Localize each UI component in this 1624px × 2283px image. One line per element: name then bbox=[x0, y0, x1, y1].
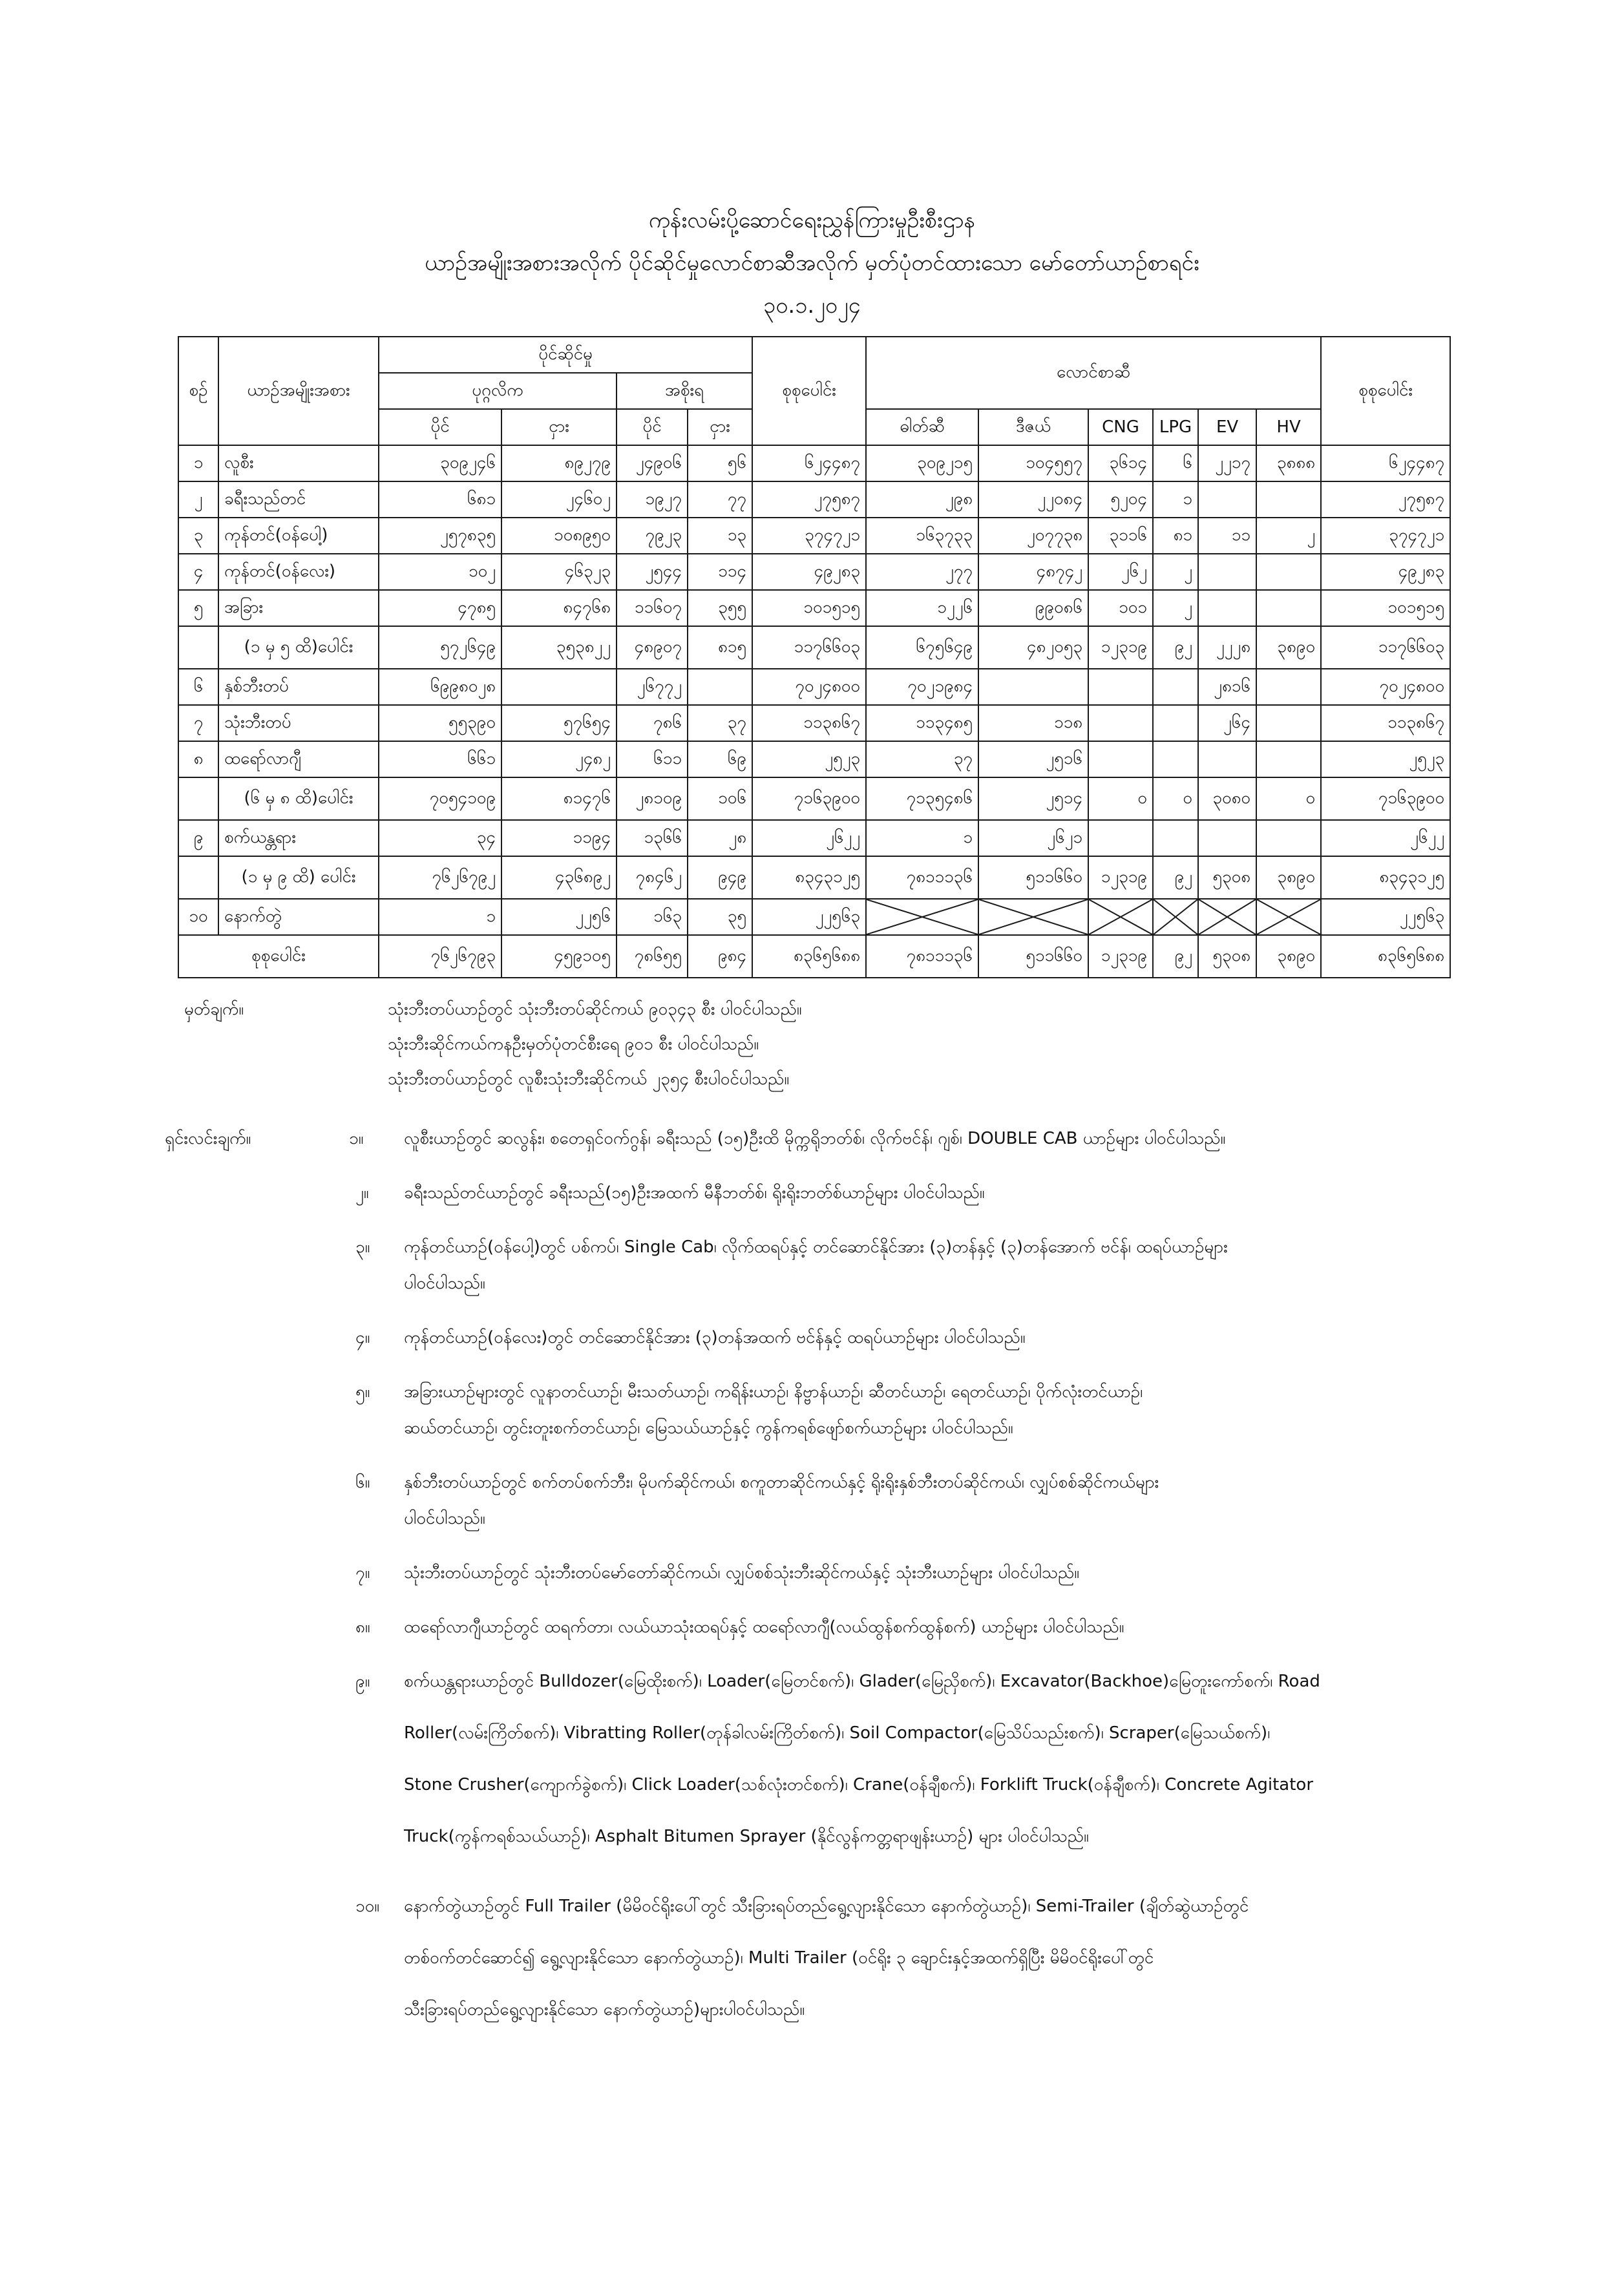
col-govt-count: ငှား bbox=[688, 409, 752, 445]
table-cell bbox=[1256, 590, 1321, 626]
col-govt: အစိုးရ bbox=[617, 373, 752, 409]
table-cell: ၂၉၈ bbox=[866, 481, 978, 518]
col-lpg: LPG bbox=[1153, 409, 1198, 445]
table-cell bbox=[1256, 669, 1321, 705]
table-cell: ၄၃၆၈၉၂ bbox=[501, 856, 617, 899]
table-cell: ၈၁၅ bbox=[688, 626, 752, 669]
col-govt-owned: ပိုင် bbox=[617, 409, 688, 445]
table-cell: ၇၁၆၃၉၀၀ bbox=[752, 777, 866, 820]
table-row bbox=[178, 856, 1450, 899]
table-cell: ၃၅၅ bbox=[688, 590, 752, 626]
table-cell: ၄၈၉၀၇ bbox=[617, 626, 688, 669]
table-cell: ၁ bbox=[1153, 481, 1198, 518]
col-private-count: ငှား bbox=[501, 409, 617, 445]
table-cell: ၃၇၄၇၂၁ bbox=[1321, 518, 1450, 554]
explanation-line: ကုန်တင်ယာဉ်(ဝန်ပေါ့)တွင် ပစ်ကပ်၊ Single Cab၊ လိုက်ထရပ်နှင့် တင်ဆောင်နိုင်အား (၃)တန်နှင့် (၃)တန်အောက် ဗင်န်၊ ထရပ်ယာဉ်များ bbox=[404, 1237, 1228, 1257]
table-cell: ၇၀၂၄၈၀၀ bbox=[752, 669, 866, 705]
table-cell bbox=[1088, 669, 1153, 705]
crossed-cell bbox=[978, 899, 1088, 935]
row-type: နှစ်ဘီးတပ် bbox=[218, 669, 379, 705]
row-sr: ၈ bbox=[178, 741, 218, 777]
table-cell: ၃၀၉၂၄၆ bbox=[379, 445, 501, 481]
table-row bbox=[178, 741, 1450, 777]
row-type: ကုန်တင်(ဝန်လေး) bbox=[218, 554, 379, 590]
table-cell: ၅၂၀၄ bbox=[1088, 481, 1153, 518]
table-row bbox=[178, 899, 1450, 935]
table-row bbox=[178, 777, 1450, 820]
table-cell: ၁၁၃၈၆၇ bbox=[752, 705, 866, 741]
explanation-number: ၇။ bbox=[355, 1563, 370, 1583]
table-cell: ၇၀၂၄၈၀၀ bbox=[1321, 669, 1450, 705]
table-cell: ၆၇၅၆၄၉ bbox=[866, 626, 978, 669]
crossed-cell bbox=[866, 899, 978, 935]
table-cell: ၉၈၄ bbox=[688, 935, 752, 978]
row-type: လူစီး bbox=[218, 445, 379, 481]
table-cell: ၂၆၇၇၂ bbox=[617, 669, 688, 705]
explanation-line: Stone Crusher(ကျောက်ခွဲစက်)၊ Click Loader(သစ်လုံးတင်စက်)၊ Crane(ဝန်ချီစက်)၊ Forklift Truck(ဝန်ချီစက်)၊ Concrete Agitator bbox=[404, 1775, 1314, 1794]
table-cell bbox=[1256, 554, 1321, 590]
col-type: ယာဉ်အမျိုးအစား bbox=[218, 337, 379, 445]
table-cell: ၂၅၇၈၃၅ bbox=[379, 518, 501, 554]
table-cell: ၆၈၁ bbox=[379, 481, 501, 518]
table-row bbox=[178, 445, 1450, 481]
table-cell: ၁၁၈ bbox=[978, 705, 1088, 741]
row-sr: ၇ bbox=[178, 705, 218, 741]
table-row bbox=[178, 590, 1450, 626]
row-sr bbox=[178, 626, 218, 669]
table-cell: ၁၀၆ bbox=[688, 777, 752, 820]
table-cell bbox=[1088, 820, 1153, 856]
table-cell: ၈၉၂၇၉ bbox=[501, 445, 617, 481]
table-cell: ၅၁၁၆၆၀ bbox=[978, 856, 1088, 899]
explanation-line: Truck(ကွန်ကရစ်သယ်ယာဉ်)၊ Asphalt Bitumen Sprayer (နိုင်လွန်ကတ္တရာဖျန်းယာဉ်) များ ပါဝင်ပါသည်။ bbox=[404, 1827, 1089, 1846]
table-cell bbox=[501, 669, 617, 705]
table-cell: ၅၅၃၉၀ bbox=[379, 705, 501, 741]
table-cell: ၇၁၆၃၉၀၀ bbox=[1321, 777, 1450, 820]
explanation-line: နောက်တွဲယာဉ်တွင် Full Trailer (မိမိဝင်ရိုးပေါ်တွင် သီးခြားရပ်တည်ရွေ့လျားနိုင်သော နောက်တွဲယာဉ်)၊ Semi-Trailer (ချိတ်ဆွဲယာဉ်တွင် bbox=[404, 1897, 1249, 1916]
table-row bbox=[178, 518, 1450, 554]
note-item: သုံးဘီးဆိုင်ကယ်ကနဦးမှတ်ပုံတင်စီးရေ ၉၀၁ စီး ပါဝင်ပါသည်။ bbox=[388, 1035, 759, 1054]
table-cell bbox=[1198, 481, 1256, 518]
col-ownership: ပိုင်ဆိုင်မှု bbox=[379, 337, 752, 373]
table-cell: ၂၅၁၆ bbox=[978, 741, 1088, 777]
table-cell: ၇၈၄၆၂ bbox=[617, 856, 688, 899]
explanation-number: ၅။ bbox=[355, 1382, 370, 1402]
table-cell: ၄၆၃၂၃ bbox=[501, 554, 617, 590]
table-cell: ၁ bbox=[866, 820, 978, 856]
col-ev: EV bbox=[1198, 409, 1256, 445]
table-cell: ၉၂ bbox=[1153, 935, 1198, 978]
explanation-number: ၉။ bbox=[355, 1672, 370, 1691]
table-cell: ၁၀၈၉၅၀ bbox=[501, 518, 617, 554]
table-cell: ၆၂၄၄၈၇ bbox=[1321, 445, 1450, 481]
table-cell: ၉၂ bbox=[1153, 626, 1198, 669]
table-cell: ၁၃၆၆ bbox=[617, 820, 688, 856]
table-cell: ၂၆၄ bbox=[1198, 705, 1256, 741]
report-title: ယာဉ်အမျိုးအစားအလိုက် ပိုင်ဆိုင်မှုလောင်စာဆီအလိုက် မှတ်ပုံတင်ထားသော မော်တော်ယာဉ်စာရင်း bbox=[425, 250, 1199, 276]
table-cell: ၃၄ bbox=[379, 820, 501, 856]
row-sr bbox=[178, 856, 218, 899]
explanation-line: သီးခြားရပ်တည်ရွေ့လျားနိုင်သော နောက်တွဲယာဉ်)များပါဝင်ပါသည်။ bbox=[404, 2000, 805, 2019]
table-cell: ၁၁၄ bbox=[688, 554, 752, 590]
table-cell: ၄၉၂၈၃ bbox=[752, 554, 866, 590]
table-cell: ၄၈၂၀၅၃ bbox=[978, 626, 1088, 669]
col-private: ပုဂ္ဂလိက bbox=[379, 373, 617, 409]
table-row bbox=[178, 669, 1450, 705]
table-cell: ၁ bbox=[379, 899, 501, 935]
table-cell: ၃၀၉၂၁၅ bbox=[866, 445, 978, 481]
table-cell: ၃၈၈၈ bbox=[1256, 445, 1321, 481]
table-cell: ၅၇၂၆၄၉ bbox=[379, 626, 501, 669]
table-cell: ၁၂၃၁၉ bbox=[1088, 856, 1153, 899]
table-cell bbox=[1256, 481, 1321, 518]
table-cell: ၄၈၇၄၂ bbox=[978, 554, 1088, 590]
col-hv: HV bbox=[1256, 409, 1321, 445]
table-cell: ၂၂၅၆၃ bbox=[752, 899, 866, 935]
explanation-line: နှစ်ဘီးတပ်ယာဉ်တွင် စက်တပ်စက်ဘီး၊ မိုပက်ဆိုင်ကယ်၊ စကူတာဆိုင်ကယ်နှင့် ရိုးရိုးနှစ်ဘီးတပ်ဆိုင်ကယ်၊ လျှပ်စစ်ဆိုင်ကယ်များ bbox=[404, 1473, 1159, 1492]
explanation-line: ဆယ်တင်ယာဉ်၊ တွင်းတူးစက်တင်ယာဉ်၊ မြေသယ်ယာဉ်နှင့် ကွန်ကရစ်ဖျော်စက်ယာဉ်များ ပါဝင်ပါသည်။ bbox=[404, 1418, 1013, 1438]
table-cell: ၇၈၁၁၁၃၆ bbox=[866, 856, 978, 899]
table-cell: ၂၅၄၄ bbox=[617, 554, 688, 590]
table-cell: ၂၇၅၈၇ bbox=[1321, 481, 1450, 518]
table-cell: ၁၁၉၄ bbox=[501, 820, 617, 856]
table-cell: ၂၅၂၃ bbox=[1321, 741, 1450, 777]
table-cell: ၃၈၉၀ bbox=[1256, 856, 1321, 899]
table-cell: ၁၂၃၁၉ bbox=[1088, 935, 1153, 978]
table-cell: ၄၅၉၁၀၅ bbox=[501, 935, 617, 978]
row-sr: ၄ bbox=[178, 554, 218, 590]
table-cell: ၇၈၆၅၅ bbox=[617, 935, 688, 978]
explanation-line: ကုန်တင်ယာဉ်(ဝန်လေး)တွင် တင်ဆောင်နိုင်အား (၃)တန်အထက် ဗင်န်နှင့် ထရပ်ယာဉ်များ ပါဝင်ပါသည်။ bbox=[404, 1328, 1026, 1347]
explanation-number: ၈။ bbox=[355, 1617, 370, 1637]
crossed-cell bbox=[1153, 899, 1198, 935]
explanation-number: ၃။ bbox=[355, 1237, 370, 1257]
row-sr: ၁၀ bbox=[178, 899, 218, 935]
table-cell: ၁၂၂၆ bbox=[866, 590, 978, 626]
table-cell: ၁၀၁၅၁၅ bbox=[1321, 590, 1450, 626]
explanation-line: တစ်ဝက်တင်ဆောင်၍ ရွေ့လျားနိုင်သော နောက်တွဲယာဉ်)၊ Multi Trailer (ဝင်ရိုး ၃ ချောင်းနှင့်အထက်ရှိပြီး မိမိဝင်ရိုးပေါ်တွင် bbox=[404, 1948, 1154, 1968]
subtotal-label: (၁ မှ ၅ ထိ)ပေါင်း bbox=[218, 626, 379, 669]
col-diesel: ဒီဇယ် bbox=[978, 409, 1088, 445]
table-cell: ၂ bbox=[1153, 590, 1198, 626]
table-cell: ၁၁၇၆၆၀၃ bbox=[1321, 626, 1450, 669]
row-sr: ၅ bbox=[178, 590, 218, 626]
table-row bbox=[178, 554, 1450, 590]
explanation-label: ရှင်းလင်းချက်။ bbox=[165, 1129, 251, 1148]
table-cell bbox=[1198, 590, 1256, 626]
table-cell: ၁၀၄၅၅၇ bbox=[978, 445, 1088, 481]
table-cell: ၂၂၅၆ bbox=[501, 899, 617, 935]
table-cell: ၈၃၄၃၁၂၅ bbox=[752, 856, 866, 899]
table-cell: ၂၄၆၀၂ bbox=[501, 481, 617, 518]
table-cell: ၈၁ bbox=[1153, 518, 1198, 554]
table-body bbox=[178, 445, 1450, 978]
table-cell: ၂၂၅၆၃ bbox=[1321, 899, 1450, 935]
table-cell: ၇၀၅၄၁၀၉ bbox=[379, 777, 501, 820]
table-cell bbox=[1256, 820, 1321, 856]
table-cell bbox=[1153, 741, 1198, 777]
row-sr: ၁ bbox=[178, 445, 218, 481]
table-cell: ၂၆၂၁ bbox=[978, 820, 1088, 856]
table-row bbox=[178, 705, 1450, 741]
table-cell: ၃၆၁၄ bbox=[1088, 445, 1153, 481]
row-type: နောက်တွဲ bbox=[218, 899, 379, 935]
table-cell: ၁၀၂ bbox=[379, 554, 501, 590]
col-total: စုစုပေါင်း bbox=[752, 337, 866, 445]
row-type: ထရော်လာဂျီ bbox=[218, 741, 379, 777]
table-cell: ၂၆၂၂ bbox=[1321, 820, 1450, 856]
table-cell: ၂၈၁၆ bbox=[1198, 669, 1256, 705]
table-cell: ၇၆၂၆၇၉၃ bbox=[379, 935, 501, 978]
table-cell: ၆၂၄၄၈၇ bbox=[752, 445, 866, 481]
row-type: အခြား bbox=[218, 590, 379, 626]
registration-table bbox=[178, 336, 1451, 978]
table-cell: ၃၅၃၈၂၂ bbox=[501, 626, 617, 669]
table-cell: ၈၁၄၇၆ bbox=[501, 777, 617, 820]
table-cell: ၂၄၈၂ bbox=[501, 741, 617, 777]
table-cell: ၂၇၇ bbox=[866, 554, 978, 590]
table-cell: ၁၂၃၁၉ bbox=[1088, 626, 1153, 669]
row-type: သုံးဘီးတပ် bbox=[218, 705, 379, 741]
report-date: ၃၀.၁.၂၀၂၄ bbox=[763, 293, 861, 319]
col-private-owned: ပိုင် bbox=[379, 409, 501, 445]
table-cell: ၀ bbox=[1153, 777, 1198, 820]
table-cell: ၂၂၂၈ bbox=[1198, 626, 1256, 669]
subtotal-label: (၁ မှ ၉ ထိ) ပေါင်း bbox=[218, 856, 379, 899]
col-fuel: လောင်စာဆီ bbox=[866, 337, 1321, 409]
explanation-number: ၁။ bbox=[349, 1129, 364, 1148]
table-cell: ၈၃၆၅၆၈၈ bbox=[1321, 935, 1450, 978]
explanation-number: ၆။ bbox=[355, 1473, 370, 1492]
grand-total-label: စုစုပေါင်း bbox=[178, 935, 379, 978]
table-cell: ၂၇၅၈၇ bbox=[752, 481, 866, 518]
table-cell: ၁၆၃၇၃၃ bbox=[866, 518, 978, 554]
table-cell bbox=[1153, 705, 1198, 741]
explanation-line: စက်ယန္တရားယာဉ်တွင် Bulldozer(မြေထိုးစက်)၊ Loader(မြေတင်စက်)၊ Glader(မြေညှိစက်)၊ Excavator(Backhoe)မြေတူးကော်စက်၊ Road bbox=[404, 1672, 1320, 1691]
notes-label: မှတ်ချက်။ bbox=[184, 1000, 244, 1019]
table-cell: ၉၄၉ bbox=[688, 856, 752, 899]
row-sr: ၆ bbox=[178, 669, 218, 705]
explanation-line: ထရော်လာဂျီယာဉ်တွင် ထရက်တာ၊ လယ်ယာသုံးထရပ်နှင့် ထရော်လာဂျီ(လယ်ထွန်စက်ထွန်စက်) ယာဉ်များ ပါဝင်ပါသည်။ bbox=[404, 1617, 1124, 1637]
table-cell: ၅၆ bbox=[688, 445, 752, 481]
table-cell bbox=[1088, 741, 1153, 777]
explanation-line: ပါဝင်ပါသည်။ bbox=[404, 1274, 485, 1293]
table-cell: ၂၈၁၀၉ bbox=[617, 777, 688, 820]
explanation-line: သုံးဘီးတပ်ယာဉ်တွင် သုံးဘီးတပ်မော်တော်ဆိုင်ကယ်၊ လျှပ်စစ်သုံးဘီးဆိုင်ကယ်နှင့် သုံးဘီးယာဉ်များ ပါဝင်ပါသည်။ bbox=[404, 1563, 1080, 1583]
table-cell: ၁၆၃ bbox=[617, 899, 688, 935]
table-cell: ၂၅၁၄ bbox=[978, 777, 1088, 820]
table-cell: ၂၀၇၇၃၈ bbox=[978, 518, 1088, 554]
row-type: ကုန်တင်(ဝန်ပေါ့) bbox=[218, 518, 379, 554]
explanation-line: အခြားယာဉ်များတွင် လူနာတင်ယာဉ်၊ မီးသတ်ယာဉ်၊ ကရိန်းယာဉ်၊ နိဗ္ဗာန်ယာဉ်၊ ဆီတင်ယာဉ်၊ ရေတင်ယာဉ်၊ ပိုက်လုံးတင်ယာဉ်၊ bbox=[404, 1382, 1143, 1402]
crossed-cell bbox=[1256, 899, 1321, 935]
table-cell: ၁၁၇၆၆၀၃ bbox=[752, 626, 866, 669]
crossed-cell bbox=[1088, 899, 1153, 935]
table-cell: ၁၁၃၈၆၇ bbox=[1321, 705, 1450, 741]
table-cell: ၆၉၉၈၀၂၈ bbox=[379, 669, 501, 705]
table-cell bbox=[1256, 741, 1321, 777]
table-cell: ၇၆၂၆၇၉၂ bbox=[379, 856, 501, 899]
table-row bbox=[178, 935, 1450, 978]
table-row bbox=[178, 626, 1450, 669]
table-cell: ၃၇ bbox=[688, 705, 752, 741]
crossed-cell bbox=[1198, 899, 1256, 935]
table-cell: ၇၁၃၅၄၈၆ bbox=[866, 777, 978, 820]
row-sr: ၂ bbox=[178, 481, 218, 518]
col-petrol: ဓါတ်ဆီ bbox=[866, 409, 978, 445]
row-type: ခရီးသည်တင် bbox=[218, 481, 379, 518]
table-cell: ၇၉၂၃ bbox=[617, 518, 688, 554]
table-cell: ၆၁၁ bbox=[617, 741, 688, 777]
table-cell: ၆၉ bbox=[688, 741, 752, 777]
table-cell: ၁၁ bbox=[1198, 518, 1256, 554]
table-cell: ၈၄၇၆၈ bbox=[501, 590, 617, 626]
table-cell: ၁၁၃၄၈၅ bbox=[866, 705, 978, 741]
table-cell: ၂၈ bbox=[688, 820, 752, 856]
table-cell: ၅၃၀၈ bbox=[1198, 935, 1256, 978]
row-sr: ၃ bbox=[178, 518, 218, 554]
table-cell: ၆၆၁ bbox=[379, 741, 501, 777]
table-cell: ၇၀၂၁၉၈၄ bbox=[866, 669, 978, 705]
subtotal-label: (၆ မှ ၈ ထိ)ပေါင်း bbox=[218, 777, 379, 820]
table-cell: ၂၂၁၇ bbox=[1198, 445, 1256, 481]
table-cell bbox=[1198, 554, 1256, 590]
table-cell: ၅၇၆၅၄ bbox=[501, 705, 617, 741]
table-cell bbox=[1088, 705, 1153, 741]
table-cell: ၁၀၁၅၁၅ bbox=[752, 590, 866, 626]
table-cell: ၇၈၁၁၁၃၆ bbox=[866, 935, 978, 978]
table-cell: ၂၆၂၂ bbox=[752, 820, 866, 856]
table-cell: ၀ bbox=[1256, 777, 1321, 820]
table-cell: ၃၈၉၀ bbox=[1256, 935, 1321, 978]
table-cell: ၉၂ bbox=[1153, 856, 1198, 899]
table-cell: ၃၀၈၀ bbox=[1198, 777, 1256, 820]
table-row bbox=[178, 820, 1450, 856]
table-cell: ၄၇၈၅ bbox=[379, 590, 501, 626]
table-cell: ၂ bbox=[1256, 518, 1321, 554]
col-grand-total: စုစုပေါင်း bbox=[1321, 337, 1450, 445]
table-cell: ၃၁၁၆ bbox=[1088, 518, 1153, 554]
table-cell: ၆ bbox=[1153, 445, 1198, 481]
row-sr bbox=[178, 777, 218, 820]
explanation-line: Roller(လမ်းကြိတ်စက်)၊ Vibratting Roller(တုန်ခါလမ်းကြိတ်စက်)၊ Soil Compactor(မြေသိပ်သည်းစက်)၊ Scraper(မြေသယ်စက်)၊ bbox=[404, 1723, 1271, 1743]
table-cell: ၃၅ bbox=[688, 899, 752, 935]
row-type: စက်ယန္တရား bbox=[218, 820, 379, 856]
table-cell bbox=[978, 669, 1088, 705]
table-cell: ၁၀၁ bbox=[1088, 590, 1153, 626]
table-cell: ၂၂၀၈၄ bbox=[978, 481, 1088, 518]
table-cell: ၁၁၆၀၇ bbox=[617, 590, 688, 626]
org-title: ကုန်းလမ်းပို့ဆောင်ရေးညွှန်ကြားမှုဦးစီးဌာန bbox=[648, 207, 976, 233]
table-cell bbox=[688, 669, 752, 705]
row-sr: ၉ bbox=[178, 820, 218, 856]
table-cell bbox=[1198, 741, 1256, 777]
note-item: သုံးဘီးတပ်ယာဉ်တွင် လူစီးသုံးဘီးဆိုင်ကယ် ၂၃၅၄ စီးပါဝင်ပါသည်။ bbox=[388, 1069, 790, 1089]
table-cell: ၂၄၉၀၆ bbox=[617, 445, 688, 481]
table-cell: ၇၇ bbox=[688, 481, 752, 518]
table-row bbox=[178, 481, 1450, 518]
table-cell: ၁၃ bbox=[688, 518, 752, 554]
col-cng: CNG bbox=[1088, 409, 1153, 445]
col-sr: စဉ် bbox=[178, 337, 218, 445]
note-item: သုံးဘီးတပ်ယာဉ်တွင် သုံးဘီးတပ်ဆိုင်ကယ် ၉၀၃၄၃ စီး ပါဝင်ပါသည်။ bbox=[388, 1000, 802, 1019]
table-cell: ၃၇ bbox=[866, 741, 978, 777]
table-cell: ၅၃၀၈ bbox=[1198, 856, 1256, 899]
table-cell: ၇၈၆ bbox=[617, 705, 688, 741]
table-cell: ၄၉၂၈၃ bbox=[1321, 554, 1450, 590]
explanation-line: လူစီးယာဉ်တွင် ဆလွန်း၊ စတေရှင်ဝက်ဂွန်၊ ခရီးသည် (၁၅)ဦးထိ မိုက္ကရိုဘတ်စ်၊ လိုက်ဗင်န်၊ ဂျစ်၊ DOUBLE CAB ယာဉ်များ ပါဝင်ပါသည်။ bbox=[404, 1129, 1226, 1148]
explanation-line: ခရီးသည်တင်ယာဉ်တွင် ခရီးသည်(၁၅)ဦးအထက် မီနီဘတ်စ်၊ ရိုးရိုးဘတ်စ်ယာဉ်များ ပါဝင်ပါသည်။ bbox=[404, 1183, 985, 1203]
explanation-number: ၄။ bbox=[355, 1328, 370, 1347]
explanation-number: ၁၀။ bbox=[355, 1897, 380, 1916]
table-cell: ၀ bbox=[1088, 777, 1153, 820]
table-cell: ၈၃၆၅၆၈၈ bbox=[752, 935, 866, 978]
table-cell bbox=[1198, 820, 1256, 856]
table-cell: ၁၉၂၇ bbox=[617, 481, 688, 518]
table-cell: ၃၈၉၀ bbox=[1256, 626, 1321, 669]
table-cell bbox=[1153, 820, 1198, 856]
table-cell: ၂၅၂၃ bbox=[752, 741, 866, 777]
table-cell bbox=[1256, 705, 1321, 741]
table-cell: ၂၆၂ bbox=[1088, 554, 1153, 590]
explanation-number: ၂။ bbox=[355, 1183, 369, 1203]
table-cell bbox=[1153, 669, 1198, 705]
table-cell: ၂ bbox=[1153, 554, 1198, 590]
table-cell: ၃၇၄၇၂၁ bbox=[752, 518, 866, 554]
table-cell: ၈၃၄၃၁၂၅ bbox=[1321, 856, 1450, 899]
table-cell: ၉၉၀၈၆ bbox=[978, 590, 1088, 626]
explanation-line: ပါဝင်ပါသည်။ bbox=[404, 1509, 485, 1528]
table-cell: ၅၁၁၆၆၀ bbox=[978, 935, 1088, 978]
